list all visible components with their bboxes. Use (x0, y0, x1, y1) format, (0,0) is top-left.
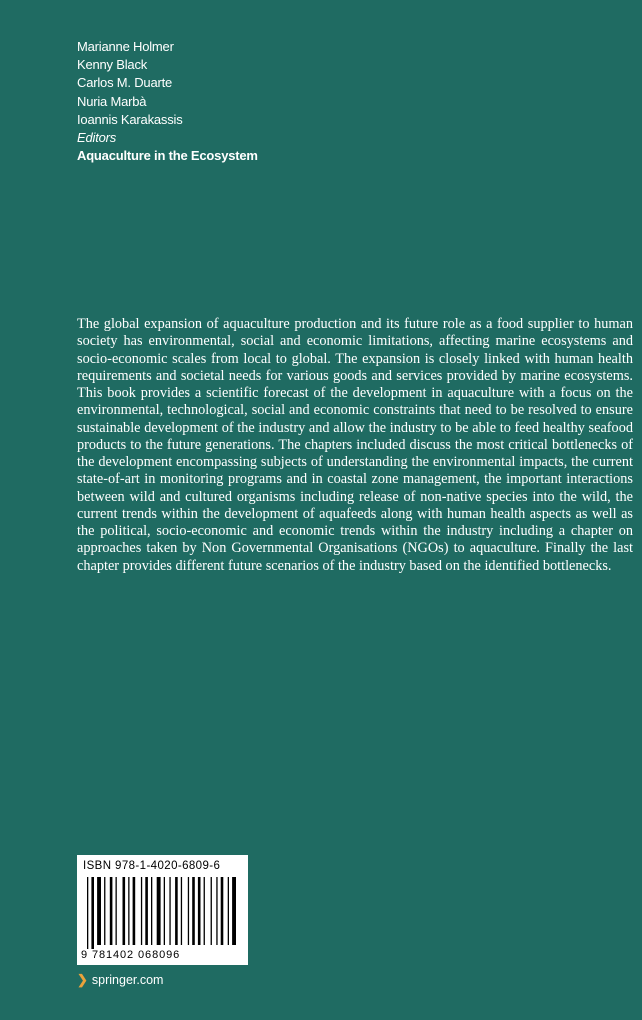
barcode-bar (198, 877, 201, 945)
barcode-bar (116, 877, 117, 945)
barcode-bar (192, 877, 195, 945)
barcode-bar (169, 877, 170, 945)
barcode-bar (232, 877, 236, 945)
barcode-bar (181, 877, 182, 945)
website-link[interactable] (77, 972, 163, 988)
website-text: springer.com (91, 973, 164, 987)
barcode-bar (91, 877, 94, 949)
isbn-label: ISBN 978-1-4020-6809-6 (83, 860, 221, 872)
editors-block (77, 38, 258, 165)
editor-name: Nuria Marbà (77, 93, 147, 109)
editor-name: Carlos M. Duarte (77, 75, 173, 91)
barcode-bar (216, 877, 217, 945)
barcode-bar (164, 877, 165, 945)
book-description: The global expansion of aquaculture production and its future role as a food supplier to human society has environmental, social and economic limitations, affecting marine ecosystems and socio-economic scales from local to global. The expansion is closely linked with human health requirements and societal needs for various goods and services provided by marine ecosystems. This book provides a scientific forecast of the development in aquaculture with a focus on the environmental, technological, social and economic constraints that need to be resolved to ensure sustainable development of the industry and allow the industry to be able to feed healthy seafood products to the future generations. The chapters included discuss the most critical bottlenecks of the development encompassing subjects of understanding the environmental impacts, the current state-of-art in monitoring programs and in coastal zone management, the important interactions between wild and cultured organisms including release of non-native species into the wild, the current trends within the development of aquafeeds along with human health aspects as well as the political, socio-economic and economic trends within the industry including a chapter on approaches taken by Non Governmental Organisations (NGOs) to aquaculture. Finally the last chapter provides different future scenarios of the industry based on the identified bottlenecks. (77, 316, 633, 574)
barcode-bar (175, 877, 178, 945)
isbn-barcode (77, 855, 248, 965)
editor-name: Kenny Black (77, 57, 148, 73)
barcode-bar (123, 877, 126, 945)
book-title: Aquaculture in the Ecosystem (77, 148, 258, 164)
chevron-right-icon: ❯ (77, 972, 88, 987)
barcode-bar (128, 877, 129, 945)
barcode-bar (151, 877, 152, 945)
barcode-digits: 9 781402 068096 (81, 949, 181, 961)
barcode-bar (141, 877, 142, 945)
barcode-bar (145, 877, 148, 945)
editors-role-label: Editors (77, 130, 117, 146)
barcode-bar (133, 877, 136, 945)
barcode-bar (211, 877, 212, 945)
editor-name: Ioannis Karakassis (77, 111, 183, 127)
barcode-bar (188, 877, 189, 945)
barcode-bar (221, 877, 224, 945)
editor-name: Marianne Holmer (77, 39, 174, 54)
barcode-bar (228, 877, 229, 945)
barcode-bar (104, 877, 105, 945)
barcode-bar (87, 877, 88, 949)
barcode-bar (97, 877, 101, 945)
barcode-bar (110, 877, 113, 945)
barcode-bar (204, 877, 205, 945)
barcode-bar (157, 877, 161, 945)
